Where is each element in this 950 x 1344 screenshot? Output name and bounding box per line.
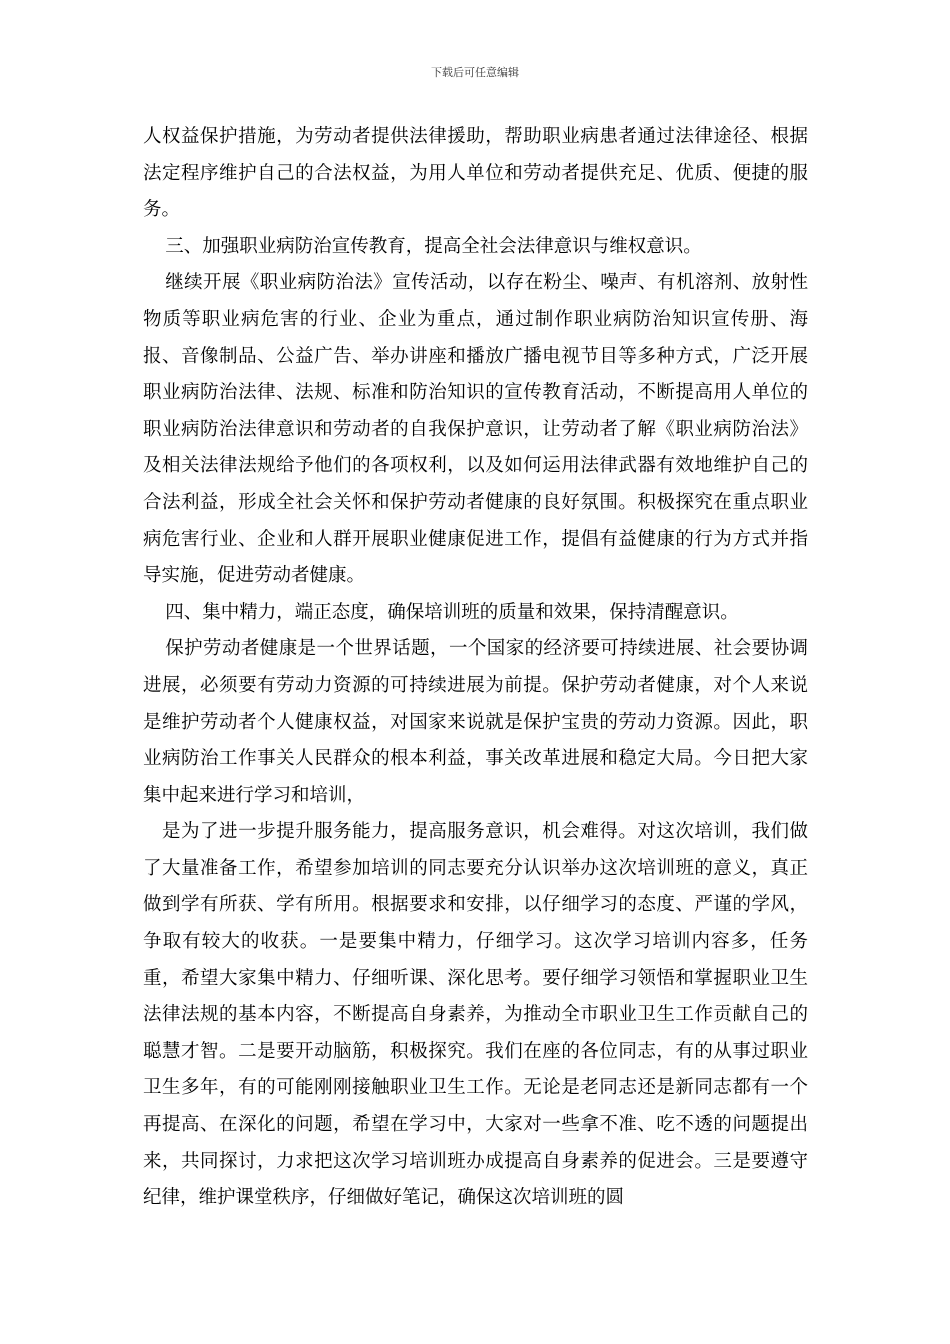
page-header: 下载后可任意编辑 bbox=[431, 66, 519, 79]
paragraph: 是为了进一步提升服务能力，提高服务意识，机会难得。对这次培训，我们做了大量准备工作，希望参加培训的同志要充分认识举办这次培训班的意义，真正做到学有所获、学有所用。根据要求和安排，以仔细学习的态度、严谨的学风，争取有较大的收获。一是要集中精力，仔细学习。这次学习培训内容多，任务重，希望大家集中精力、仔细听课、深化思考。要仔细学习领悟和掌握职业卫生法律法规的基本内容，不断提高自身素养，为推动全市职业卫生工作贡献自己的聪慧才智。二是要开动脑筋，积极探究。我们在座的各位同志，有的从事过职业卫生多年，有的可能刚刚接触职业卫生工作。无论是老同志还是新同志都有一个再提高、在深化的问题，希望在学习中，大家对一些拿不准、吃不透的问题提出来，共同探讨，力求把这次学习培训班办成提高自身素养的促进会。三是要遵守纪律，维护课堂秩序，仔细做好笔记，确保这次培训班的圆 bbox=[143, 821, 808, 1209]
section-heading: 四、集中精力，端正态度，确保培训班的质量和效果，保持清醒意识。 bbox=[165, 601, 739, 623]
paragraph: 人权益保护措施，为劳动者提供法律援助，帮助职业病患者通过法律途径、根据法定程序维护自己的合法权益，为用人单位和劳动者提供充足、优质、便捷的服务。 bbox=[143, 126, 808, 221]
paragraph: 保护劳动者健康是一个世界话题，一个国家的经济要可持续进展、社会要协调进展，必须要有劳动力资源的可持续进展为前提。保护劳动者健康，对个人来说是维护劳动者个人健康权益，对国家来说就是保护宝贵的劳动力资源。因此，职业病防治工作事关人民群众的根本利益，事关改革进展和稳定大局。今日把大家集中起来进行学习和培训， bbox=[143, 638, 808, 806]
document-body bbox=[143, 119, 808, 1217]
section-heading: 三、加强职业病防治宣传教育，提高全社会法律意识与维权意识。 bbox=[165, 235, 702, 257]
paragraph: 继续开展《职业病防治法》宣传活动，以存在粉尘、噪声、有机溶剂、放射性物质等职业病危害的行业、企业为重点，通过制作职业病防治知识宣传册、海报、音像制品、公益广告、举办讲座和播放广播电视节目等多种方式，广泛开展职业病防治法律、法规、标准和防治知识的宣传教育活动，不断提高用人单位的职业病防治法律意识和劳动者的自我保护意识，让劳动者了解《职业病防治法》及相关法律法规给予他们的各项权利，以及如何运用法律武器有效地维护自己的合法利益，形成全社会关怀和保护劳动者健康的良好氛围。积极探究在重点职业病危害行业、企业和人群开展职业健康促进工作，提倡有益健康的行为方式并指导实施，促进劳动者健康。 bbox=[143, 272, 808, 587]
